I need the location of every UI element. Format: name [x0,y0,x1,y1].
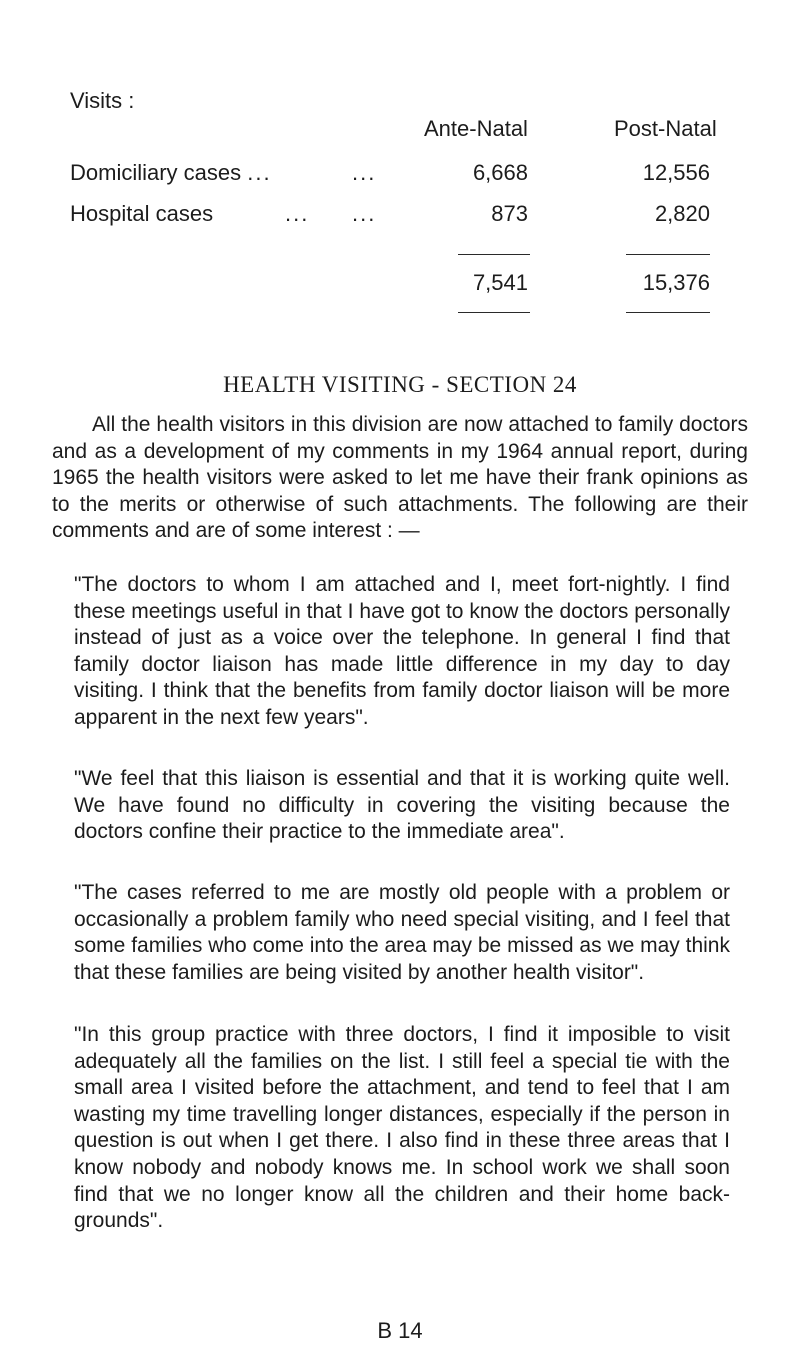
column-header-ante-natal: Ante-Natal [424,116,528,141]
total-ante: 7,541 [472,270,528,295]
row-label-text: Hospital cases [70,201,214,226]
quote-paragraph: "We feel that this liaison is essential and that it is working quite well. We have found no difficulty in covering the visiting because the doctors confine their practice to the immediate area". [74,767,730,844]
leader-dots: ... [352,201,377,226]
total-rule-top-ante [458,254,530,255]
quote-paragraph: "The cases referred to me are mostly old people with a problem or occasionally a problem family who need special visiting, and I feel that some families who come into the area may be missed as we may think that these families are being visited by another health visitor". [74,881,730,984]
row-label-domiciliary [70,160,272,186]
total-rule-bottom-ante [458,312,530,313]
total-rule-top-post [626,254,710,255]
cell-domiciliary-ante: 6,668 [472,160,528,185]
leader-dots: ... [247,160,272,185]
quote-paragraph: "The doctors to whom I am attached and I, meet fort-nightly. I find these meetings useful in that I have got to know the doctors personally instead of just as a voice over the telephone. In general I find that family doctor liaison has made little difference in my day to day visiting. I think that the benefits from family doctor liaison will be more apparent in the next few years". [74,573,730,729]
column-header-post-natal: Post-Natal [614,116,717,141]
cell-hospital-ante: 873 [491,201,528,226]
leader-dots: ... [352,160,377,185]
row-label-text: Domiciliary cases [70,160,242,185]
total-rule-bottom-post [626,312,710,313]
visits-label: Visits : [70,88,135,113]
cell-domiciliary-post: 12,556 [642,160,710,185]
page-number: B 14 [377,1318,423,1343]
section-heading: HEALTH VISITING - SECTION 24 [223,372,577,397]
quote-paragraph: "In this group practice with three doctors, I find it imposible to visit adequately all the families on the list. I still feel a special tie with the small area I visited before the attachment, and tend to feel that I am wasting my time travelling longer distances, especially if the person in question is out when I get there. I also find in these three areas that I know nobody and nobody knows me. In school work we shall soon find that we no longer know all the children and their home back-grounds". [74,1023,730,1233]
intro-paragraph: All the health visitors in this division are now attached to family doctors and as a development of my comments in my 1964 annual report, during 1965 the health visitors were asked to let me have their frank opinions as to the merits or otherwise of such attachments. The following are their comments and are of some interest : — [52,413,748,543]
total-post: 15,376 [642,270,710,295]
row-label-hospital [70,201,213,227]
leader-dots: ... [285,201,310,226]
cell-hospital-post: 2,820 [654,201,710,226]
